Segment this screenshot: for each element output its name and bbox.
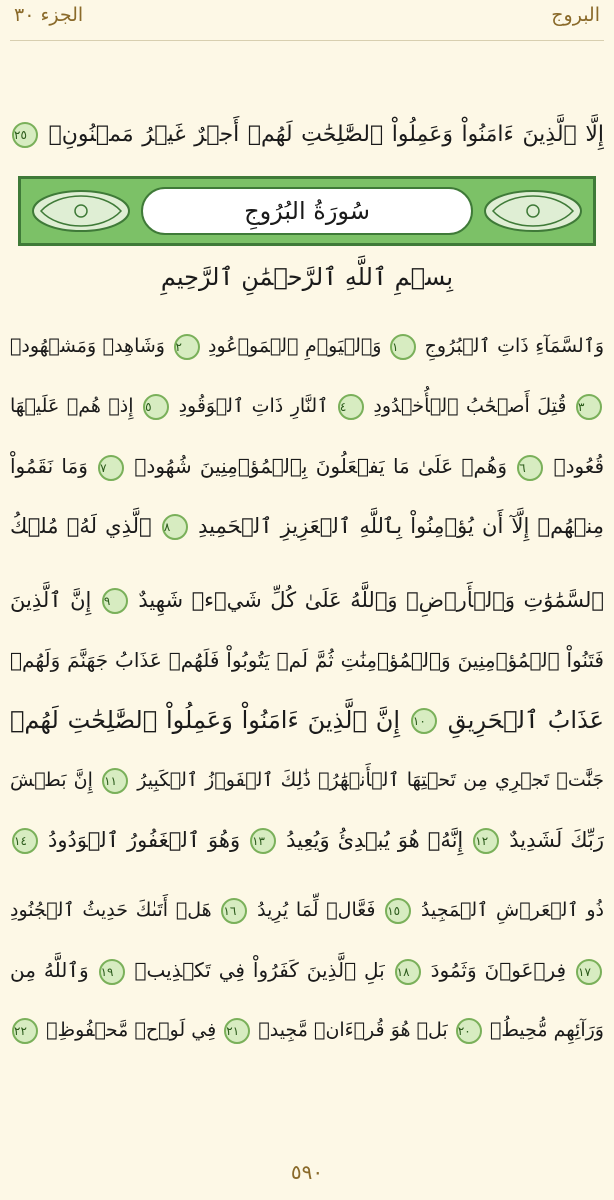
ayah-number-marker: ١٢ [473,828,499,854]
ayah-number-marker: ١٣ [250,828,276,854]
ayah-number-marker: ٨ [162,514,188,540]
verse-text: وَهُمۡ عَلَىٰ مَا يَفۡعَلُونَ بِٱلۡمُؤۡمِنِينَ شُهُودٞ [134,454,508,478]
ayah-number-marker: ١٦ [221,898,247,924]
ayah-number-marker: ١٤ [12,828,38,854]
verse-text: إِنَّ بَطۡشَ [10,769,93,791]
quran-line [10,630,604,690]
ayah-number-marker: ٤ [338,394,364,420]
ayah-number-marker: ٧ [98,455,124,481]
ayah-number-marker: ٩ [102,588,128,614]
juz-label: الجزء ٣٠ [14,4,84,26]
ayah-number-marker: ١٨ [395,959,421,985]
verse-text: وَهُوَ ٱلۡغَفُورُ ٱلۡوَدُودُ [48,828,241,852]
ayah-number-marker: ٢٥ [12,122,38,148]
ayah-number-marker: ١٠ [411,708,437,734]
ornament-left-icon [29,185,133,237]
verse-text: وَشَاهِدٖ وَمَشۡهُودٖ [10,335,165,357]
verse-text: إِنَّ ٱلَّذِينَ ءَامَنُواْ وَعَمِلُواْ ٱلصَّٰلِحَٰتِ لَهُمۡ [10,706,401,734]
verse-text: إِنَّ ٱلَّذِينَ [10,588,92,612]
verse-text: بَلۡ هُوَ قُرۡءَانٞ مَّجِيدٞ [258,1019,448,1041]
verse-text: فَتَنُواْ ٱلۡمُؤۡمِنِينَ وَٱلۡمُؤۡمِنَٰتِ ثُمَّ لَمۡ يَتُوبُواْ فَلَهُمۡ عَذَابُ جَهَنَّمَ وَلَهُمۡ [10,648,604,672]
verse-text: قُعُودٞ [553,454,604,478]
ayah-number-marker: ٢١ [224,1018,250,1044]
verse-text: مِنۡهُمۡ إِلَّآ أَن يُؤۡمِنُواْ بِٱللَّهِ ٱلۡعَزِيزِ ٱلۡحَمِيدِ [198,514,604,538]
verse-text: وَٱلسَّمَآءِ ذَاتِ ٱلۡبُرُوجِ [424,335,604,357]
verse-text: عَذَابُ ٱلۡحَرِيقِ [447,706,604,734]
ayah-number-marker: ٢ [174,334,200,360]
verse-text: ٱلَّذِي لَهُۥ مُلۡكُ [10,514,152,538]
verse-text: ٱلنَّارِ ذَاتِ ٱلۡوَقُودِ [178,395,329,417]
quran-line [10,105,604,165]
basmala: بِسۡمِ ٱللَّهِ ٱلرَّحۡمَٰنِ ٱلرَّحِيمِ [160,263,454,291]
quran-line [10,570,604,630]
quran-line [10,880,604,940]
verse-text: وَمَا نَقَمُواْ [10,454,88,478]
ayah-number-marker: ١٧ [576,959,602,985]
quran-line [10,436,604,496]
surah-banner [18,176,596,246]
verse-text: بَلِ ٱلَّذِينَ كَفَرُواْ فِي تَكۡذِيبٖ [134,958,385,982]
verse-text: إِنَّهُۥ هُوَ يُبۡدِئُ وَيُعِيدُ [286,828,464,852]
ayah-number-marker: ١٩ [99,959,125,985]
quran-line [10,750,604,810]
ayah-number-marker: ٢٠ [456,1018,482,1044]
ayah-number-marker: ٢٢ [12,1018,38,1044]
verse-text: وَٱللَّهُ مِن [10,958,89,982]
ayah-number-marker: ٦ [517,455,543,481]
verse-text: ٱلسَّمَٰوَٰتِ وَٱلۡأَرۡضِۚ وَٱللَّهُ عَلَىٰ كُلِّ شَيۡءٖ شَهِيدٌ [138,588,604,612]
verse-text: وَٱلۡيَوۡمِ ٱلۡمَوۡعُودِ [208,335,382,357]
quran-line [10,690,604,750]
quran-line [10,810,604,870]
verse-text: ذُو ٱلۡعَرۡشِ ٱلۡمَجِيدُ [420,899,604,921]
verse-text: قُتِلَ أَصۡحَٰبُ ٱلۡأُخۡدُودِ [373,395,567,417]
ayah-number-marker: ٣ [576,394,602,420]
surah-name-header: البروج [551,4,600,26]
ayah-number-marker: ٥ [143,394,169,420]
ayah-number-marker: ١١ [102,768,128,794]
verse-text: رَبِّكَ لَشَدِيدٌ [509,828,604,852]
ornament-right-icon [481,185,585,237]
verse-text: وَرَآئِهِم مُّحِيطُۢ [489,1019,604,1041]
verse-text: إِذۡ هُمۡ عَلَيۡهَا [10,395,134,417]
page-number: ٥٩٠ [290,1160,324,1184]
verse-text: إِلَّا ٱلَّذِينَ ءَامَنُواْ وَعَمِلُواْ ٱلصَّٰلِحَٰتِ لَهُمۡ أَجۡرٌ غَيۡرُ مَمۡنُونِۭ [48,122,604,147]
quran-line [10,316,604,376]
quran-line [10,496,604,556]
verse-text: فِرۡعَوۡنَ وَثَمُودَ [430,958,567,982]
ayah-number-marker: ١ [390,334,416,360]
surah-banner-title: سُورَةُ البُرُوجِ [141,187,473,235]
header-divider [10,40,604,41]
verse-text: فَعَّالٞ لِّمَا يُرِيدُ [257,899,376,921]
quran-line [10,376,604,436]
verse-text: هَلۡ أَتَىٰكَ حَدِيثُ ٱلۡجُنُودِ [10,899,212,921]
verse-text: جَنَّٰتٞ تَجۡرِي مِن تَحۡتِهَا ٱلۡأَنۡهَٰرُۚ ذَٰلِكَ ٱلۡفَوۡزُ ٱلۡكَبِيرُ [137,769,604,791]
quran-line [10,1000,604,1060]
verse-text: فِي لَوۡحٖ مَّحۡفُوظِۭ [46,1019,217,1041]
quran-line [10,940,604,1000]
ayah-number-marker: ١٥ [385,898,411,924]
